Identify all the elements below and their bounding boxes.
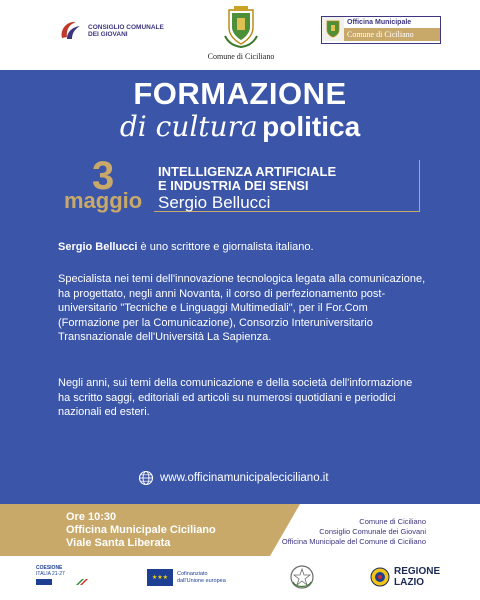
coesione-italia-logo xyxy=(36,565,90,589)
event-month: maggio xyxy=(64,188,143,213)
eu-flag-icon: ★★★ xyxy=(147,569,173,586)
ccg-logo-line2: DEI GIOVANI xyxy=(88,31,128,38)
event-logistics xyxy=(66,511,216,550)
coesione-line2: ITALIA 21-27 xyxy=(36,571,65,577)
italian-republic-emblem-icon xyxy=(289,564,315,590)
organizers xyxy=(282,517,426,547)
website-url[interactable]: www.officinamunicipaleciciliano.it xyxy=(160,472,329,484)
municipal-crest-icon xyxy=(223,6,259,48)
title-formazione: FORMAZIONE xyxy=(133,76,347,111)
officina-logo-line2: Comune di Ciciliano xyxy=(344,28,440,41)
event-day: 3 xyxy=(92,154,115,198)
globe-icon xyxy=(138,470,154,486)
organizer-3: Officina Municipale del Comune di Ciciliano xyxy=(281,537,426,546)
title-script-part: di cultura xyxy=(119,110,258,143)
bio-intro: è uno scrittore e giornalista italiano. xyxy=(137,241,314,253)
small-crest-icon xyxy=(326,20,340,38)
comune-label: Comune di Ciciliano xyxy=(207,52,275,61)
eu-caption-line1: Cofinanziato xyxy=(177,570,208,577)
event-speaker: Sergio Bellucci xyxy=(158,193,271,212)
lazio-line1: REGIONE xyxy=(394,566,441,577)
event-address: Viale Santa Liberata xyxy=(66,537,171,549)
website-link[interactable] xyxy=(138,470,329,486)
organizer-2: Consiglio Comunale dei Giovani xyxy=(319,527,426,536)
event-topic-line1: INTELLIGENZA ARTIFICIALE xyxy=(158,164,337,179)
ccg-logo-line1: CONSIGLIO COMUNALE xyxy=(88,23,164,31)
bio-paragraph-1 xyxy=(58,240,426,255)
regione-lazio-logo xyxy=(370,566,440,588)
officina-municipale-logo xyxy=(321,16,441,44)
coesione-line1: COESIONE xyxy=(36,565,63,571)
bio-name: Sergio Bellucci xyxy=(58,241,138,253)
event-time: Ore 10:30 xyxy=(66,511,117,523)
organizer-1: Comune di Ciciliano xyxy=(359,517,426,526)
bio-paragraph-3: Negli anni, sui temi della comunicazione e della società dell'informazione ha scritto saggi, editoriali ed articoli su numerosi quotidiani e periodici nazionali ed esteri. xyxy=(58,377,413,418)
coesione-wave-icon xyxy=(36,577,90,587)
lazio-line2: LAZIO xyxy=(394,577,424,588)
title-bold-part: politica xyxy=(262,111,361,142)
event-venue: Officina Municipale Ciciliano xyxy=(66,524,216,536)
eu-caption-line2: dall'Unione europea xyxy=(177,577,226,584)
title-subtitle xyxy=(0,110,480,143)
officina-logo-line1: Officina Municipale xyxy=(344,17,440,28)
eu-cofunded-logo xyxy=(147,569,226,586)
event-box xyxy=(58,156,421,216)
bio-paragraph-2: Specialista nei temi dell'innovazione tecnologica legata alla comunicazione, ha progettato, negli anni Novanta, il corso di perfezionamento post-universitario "Tecniche e Linguaggi Multimediali", per il For.Com (Formazione per la Comunicazione), Consorzio Interuniversitario Transnazionale dell'Università La Sapienza. xyxy=(58,273,426,343)
event-topic-line2: E INDUSTRIA DEI SENSI xyxy=(158,178,309,193)
ccg-swoosh-icon xyxy=(58,18,84,44)
consiglio-comunale-giovani-logo xyxy=(58,14,168,48)
lazio-emblem-icon xyxy=(370,567,390,587)
header xyxy=(0,0,480,70)
